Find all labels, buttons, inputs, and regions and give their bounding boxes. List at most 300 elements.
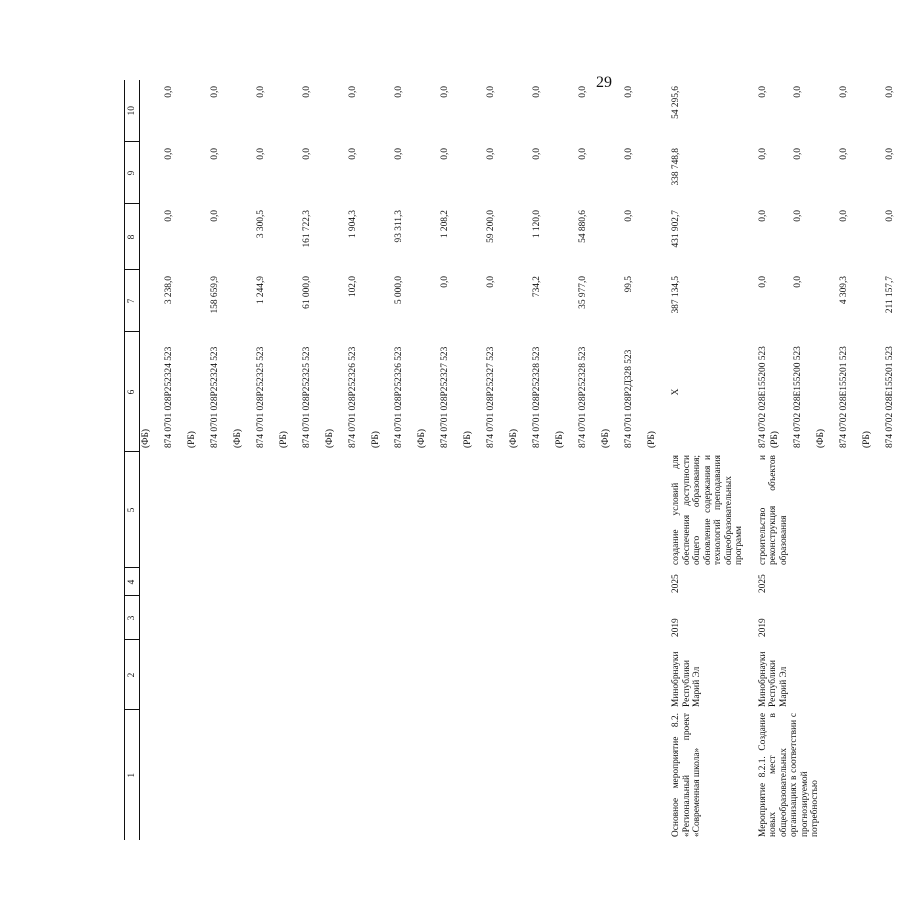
header-row <box>125 80 140 840</box>
value-col-7: 158 659,9 <box>210 276 220 314</box>
value-col-9 <box>186 142 209 204</box>
value-col-8: 59 200,0 <box>486 210 496 243</box>
value-col-9: 0,0 <box>394 148 404 160</box>
empty-cell <box>577 568 600 596</box>
empty-cell <box>439 568 462 596</box>
value-col-10 <box>278 80 301 142</box>
value-col-9: 0,0 <box>348 148 358 160</box>
value-col-9 <box>370 142 393 204</box>
value-col-9: 0,0 <box>839 148 849 160</box>
empty-cell <box>462 452 485 568</box>
budget-code: (РБ) <box>279 431 289 448</box>
budget-table <box>124 80 907 840</box>
empty-cell <box>531 710 554 840</box>
value-col-10 <box>508 80 531 142</box>
budget-code: (ФБ) <box>509 428 519 448</box>
budget-code: 874 0701 028Р2Д328 523 <box>624 349 634 448</box>
empty-cell <box>186 452 209 568</box>
empty-cell <box>623 640 646 710</box>
value-col-7: 35 977,0 <box>578 276 588 309</box>
empty-cell <box>508 568 531 596</box>
empty-cell <box>485 568 508 596</box>
value-col-8: 431 902,7 <box>671 210 681 248</box>
value-col-8 <box>416 204 439 270</box>
empty-cell <box>140 452 164 568</box>
empty-cell <box>485 452 508 568</box>
table-row <box>140 80 164 840</box>
budget-code: (ФБ) <box>601 428 611 448</box>
value-col-7 <box>646 270 669 332</box>
value-col-10: 0,0 <box>532 86 542 98</box>
empty-cell <box>646 568 669 596</box>
empty-cell <box>209 640 232 710</box>
value-col-10 <box>554 80 577 142</box>
empty-cell <box>531 452 554 568</box>
table-row <box>462 80 485 840</box>
empty-cell <box>186 710 209 840</box>
empty-cell <box>577 596 600 640</box>
value-col-8 <box>232 204 255 270</box>
empty-cell <box>577 452 600 568</box>
table-row <box>370 80 393 840</box>
value-col-8: 1 904,3 <box>348 210 358 239</box>
empty-cell <box>232 596 255 640</box>
empty-cell <box>623 710 646 840</box>
value-col-7 <box>861 270 884 332</box>
value-col-7 <box>370 270 393 332</box>
empty-cell <box>370 596 393 640</box>
table-row <box>623 80 646 840</box>
value-col-8 <box>324 204 347 270</box>
empty-cell <box>485 710 508 840</box>
value-col-7: 61 000,0 <box>302 276 312 309</box>
empty-cell <box>370 568 393 596</box>
table-row <box>531 80 554 840</box>
empty-cell <box>255 568 278 596</box>
table-row <box>278 80 301 840</box>
end-year: 2025 <box>671 574 681 593</box>
empty-cell <box>232 710 255 840</box>
empty-cell <box>301 640 324 710</box>
value-col-10: 0,0 <box>394 86 404 98</box>
empty-cell <box>508 710 531 840</box>
budget-code: 874 0702 028Е155200 523 <box>793 346 803 448</box>
table-row <box>347 80 370 840</box>
value-col-7: 0,0 <box>486 276 496 288</box>
value-col-7: 211 157,7 <box>885 276 895 314</box>
value-col-7 <box>815 270 838 332</box>
empty-cell <box>255 710 278 840</box>
value-col-10: 0,0 <box>839 86 849 98</box>
spacer-row <box>746 80 756 840</box>
empty-cell <box>140 710 164 840</box>
empty-cell <box>324 452 347 568</box>
empty-cell <box>416 452 439 568</box>
empty-cell <box>232 640 255 710</box>
value-col-10 <box>861 80 884 142</box>
empty-cell <box>439 640 462 710</box>
value-col-7 <box>462 270 485 332</box>
start-year: 2019 <box>757 618 768 637</box>
value-col-9 <box>140 142 164 204</box>
empty-cell <box>554 568 577 596</box>
empty-cell <box>393 568 416 596</box>
empty-cell <box>278 640 301 710</box>
value-col-8: 0,0 <box>839 210 849 222</box>
value-col-10: 0,0 <box>302 86 312 98</box>
value-col-9: 0,0 <box>532 148 542 160</box>
value-col-10 <box>646 80 669 142</box>
value-col-8 <box>861 204 884 270</box>
budget-code: 874 0701 028Р252325 523 <box>302 346 312 448</box>
empty-cell <box>209 568 232 596</box>
empty-cell <box>347 596 370 640</box>
table-row <box>485 80 508 840</box>
empty-cell <box>462 596 485 640</box>
empty-cell <box>278 596 301 640</box>
empty-cell <box>462 568 485 596</box>
empty-cell <box>462 640 485 710</box>
value-col-7: 0,0 <box>757 276 768 288</box>
header-col-3: 3 <box>125 596 140 640</box>
empty-cell <box>255 596 278 640</box>
value-col-10: 54 295,6 <box>671 86 681 119</box>
value-col-8: 54 880,6 <box>578 210 588 243</box>
expected-result: создание условий для обеспечения доступности общего образования; обновление содержания и технологий преподавания общеобразовательных программ <box>671 455 744 565</box>
empty-cell <box>508 452 531 568</box>
budget-code: (РБ) <box>647 431 657 448</box>
table-row <box>186 80 209 840</box>
value-col-8 <box>600 204 623 270</box>
budget-code: 874 0701 028Р252328 523 <box>578 346 588 448</box>
empty-cell <box>347 452 370 568</box>
empty-cell <box>577 640 600 710</box>
value-col-8: 0,0 <box>164 210 174 222</box>
empty-cell <box>209 452 232 568</box>
value-col-7: 4 309,3 <box>839 276 849 305</box>
empty-cell <box>324 568 347 596</box>
value-col-7 <box>186 270 209 332</box>
value-col-9 <box>769 142 792 204</box>
budget-code: 874 0701 028Р252326 523 <box>394 346 404 448</box>
value-col-9: 338 748,8 <box>671 148 681 186</box>
empty-cell <box>485 596 508 640</box>
budget-code: (РБ) <box>371 431 381 448</box>
header-col-5: 5 <box>125 452 140 568</box>
sub-activity-row <box>756 80 770 840</box>
empty-cell <box>554 452 577 568</box>
value-col-8 <box>370 204 393 270</box>
value-col-10: 0,0 <box>348 86 358 98</box>
value-col-8 <box>186 204 209 270</box>
budget-code: Х <box>671 388 681 396</box>
value-col-7: 99,5 <box>624 276 634 293</box>
empty-cell <box>554 596 577 640</box>
empty-cell <box>600 710 623 840</box>
value-col-7: 734,2 <box>532 276 542 298</box>
empty-cell <box>140 596 164 640</box>
activity-name: Основное мероприятие 8.2. «Региональный проект «Современная школа» <box>671 713 702 837</box>
budget-code: (ФБ) <box>233 428 243 448</box>
empty-cell <box>232 452 255 568</box>
value-col-9 <box>278 142 301 204</box>
budget-code: (ФБ) <box>417 428 427 448</box>
value-col-8: 1 120,0 <box>532 210 542 239</box>
budget-code: 874 0701 028Р252327 523 <box>440 346 450 448</box>
empty-cell <box>531 596 554 640</box>
value-col-8 <box>769 204 792 270</box>
value-col-10 <box>370 80 393 142</box>
table-row <box>439 80 462 840</box>
end-year: 2025 <box>757 574 768 593</box>
header-col-2: 2 <box>125 640 140 710</box>
empty-cell <box>531 640 554 710</box>
empty-cell <box>140 568 164 596</box>
value-col-10: 0,0 <box>885 86 895 98</box>
empty-cell <box>347 568 370 596</box>
value-col-7: 387 134,5 <box>671 276 681 314</box>
value-col-8 <box>140 204 164 270</box>
empty-cell <box>301 568 324 596</box>
executor: Минобрнауки Республики Марий Эл <box>757 651 789 707</box>
table-row <box>646 80 669 840</box>
value-col-10: 0,0 <box>164 86 174 98</box>
table-row <box>393 80 416 840</box>
budget-code: (РБ) <box>862 431 872 448</box>
budget-code: 874 0701 028Р252326 523 <box>348 346 358 448</box>
empty-cell <box>209 710 232 840</box>
value-col-8 <box>462 204 485 270</box>
value-col-10: 0,0 <box>486 86 496 98</box>
table-row <box>416 80 439 840</box>
empty-cell <box>163 640 186 710</box>
budget-code: 874 0701 028Р252328 523 <box>532 346 542 448</box>
empty-cell <box>646 596 669 640</box>
value-col-8: 161 722,3 <box>302 210 312 248</box>
empty-cell <box>140 640 164 710</box>
value-col-9 <box>646 142 669 204</box>
budget-code: 874 0702 028Е155201 523 <box>885 346 895 448</box>
executor: Минобрнауки Республики Марий Эл <box>671 651 702 707</box>
value-col-10: 0,0 <box>757 86 768 98</box>
value-col-9: 0,0 <box>624 148 634 160</box>
empty-cell <box>600 452 623 568</box>
value-col-10 <box>462 80 485 142</box>
header-col-6: 6 <box>125 332 140 452</box>
value-col-8: 0,0 <box>793 210 803 222</box>
budget-code: (ФБ) <box>816 428 826 448</box>
value-col-8: 0,0 <box>210 210 220 222</box>
value-col-9: 0,0 <box>793 148 803 160</box>
empty-cell <box>623 596 646 640</box>
empty-cell <box>439 596 462 640</box>
table-row <box>324 80 347 840</box>
value-col-8 <box>554 204 577 270</box>
value-col-10: 0,0 <box>256 86 266 98</box>
empty-cell <box>646 640 669 710</box>
empty-cell <box>186 640 209 710</box>
empty-cell <box>370 710 393 840</box>
value-col-9: 0,0 <box>757 148 768 160</box>
value-col-9: 0,0 <box>578 148 588 160</box>
value-col-7 <box>232 270 255 332</box>
continuation-rows <box>140 80 670 840</box>
table-row <box>508 80 531 840</box>
value-col-10 <box>815 80 838 142</box>
empty-cell <box>163 452 186 568</box>
value-col-8: 0,0 <box>885 210 895 222</box>
budget-code: (ФБ) <box>325 428 335 448</box>
value-col-7: 0,0 <box>440 276 450 288</box>
value-col-7 <box>769 270 792 332</box>
budget-code: 874 0701 028Р252324 523 <box>164 346 174 448</box>
budget-code: 874 0701 028Р252327 523 <box>486 346 496 448</box>
empty-cell <box>301 710 324 840</box>
value-col-9 <box>861 142 884 204</box>
value-col-9 <box>554 142 577 204</box>
table-row <box>163 80 186 840</box>
value-col-7 <box>324 270 347 332</box>
budget-code: 874 0701 028Р252324 523 <box>210 346 220 448</box>
value-col-8: 3 300,5 <box>256 210 266 239</box>
empty-cell <box>324 640 347 710</box>
budget-code: 874 0702 028Е155201 523 <box>839 346 849 448</box>
empty-cell <box>623 568 646 596</box>
empty-cell <box>393 640 416 710</box>
value-col-9: 0,0 <box>164 148 174 160</box>
budget-code: 874 0701 028Р252325 523 <box>256 346 266 448</box>
header-col-1: 1 <box>125 710 140 840</box>
empty-cell <box>485 640 508 710</box>
empty-cell <box>508 640 531 710</box>
start-year: 2019 <box>671 618 681 637</box>
table-row <box>577 80 600 840</box>
value-col-10: 0,0 <box>793 86 803 98</box>
empty-cell <box>347 640 370 710</box>
empty-cell <box>278 710 301 840</box>
budget-code: (РБ) <box>463 431 473 448</box>
value-col-10 <box>324 80 347 142</box>
table-row <box>554 80 577 840</box>
empty-cell <box>439 452 462 568</box>
value-col-10 <box>186 80 209 142</box>
value-col-9 <box>508 142 531 204</box>
value-col-7: 3 238,0 <box>164 276 174 305</box>
value-col-10 <box>769 80 792 142</box>
empty-cell <box>393 710 416 840</box>
empty-cell <box>554 640 577 710</box>
value-col-9: 0,0 <box>210 148 220 160</box>
empty-cell <box>186 596 209 640</box>
empty-cell <box>554 710 577 840</box>
value-col-10 <box>600 80 623 142</box>
page-number: 29 <box>596 74 612 91</box>
budget-code: (РБ) <box>187 431 197 448</box>
empty-cell <box>232 568 255 596</box>
value-col-8 <box>278 204 301 270</box>
empty-cell <box>163 596 186 640</box>
value-col-8 <box>508 204 531 270</box>
header-col-9: 9 <box>125 142 140 204</box>
table-row <box>232 80 255 840</box>
empty-cell <box>416 596 439 640</box>
empty-cell <box>163 710 186 840</box>
value-col-9 <box>600 142 623 204</box>
empty-cell <box>186 568 209 596</box>
value-col-10 <box>232 80 255 142</box>
value-col-9 <box>232 142 255 204</box>
value-col-7: 5 000,0 <box>394 276 404 305</box>
value-col-8: 0,0 <box>757 210 768 222</box>
value-col-10: 0,0 <box>210 86 220 98</box>
value-col-10 <box>140 80 164 142</box>
header-col-10: 10 <box>125 80 140 142</box>
budget-code: (ФБ) <box>141 428 151 448</box>
value-col-9: 0,0 <box>486 148 496 160</box>
expected-result: строительство и реконструкция объектов образования <box>757 455 789 565</box>
value-col-9 <box>416 142 439 204</box>
budget-code: 874 0702 028Е155200 523 <box>757 346 768 448</box>
main-activity-rows <box>669 80 756 840</box>
value-col-7 <box>554 270 577 332</box>
empty-cell <box>301 596 324 640</box>
empty-cell <box>370 640 393 710</box>
value-col-7 <box>508 270 531 332</box>
value-col-7: 0,0 <box>793 276 803 288</box>
empty-cell <box>301 452 324 568</box>
empty-cell <box>416 568 439 596</box>
value-col-9 <box>324 142 347 204</box>
value-col-10: 0,0 <box>578 86 588 98</box>
budget-code: (РБ) <box>555 431 565 448</box>
value-col-8: 93 311,3 <box>394 210 404 243</box>
table-row <box>301 80 324 840</box>
empty-cell <box>646 452 669 568</box>
empty-cell <box>416 710 439 840</box>
empty-cell <box>255 640 278 710</box>
empty-cell <box>600 640 623 710</box>
value-col-7 <box>600 270 623 332</box>
main-activity-row <box>669 80 746 840</box>
empty-cell <box>393 596 416 640</box>
budget-code: (РБ) <box>770 431 780 448</box>
value-col-8: 0,0 <box>624 210 634 222</box>
table-row <box>600 80 623 840</box>
value-col-7 <box>278 270 301 332</box>
empty-cell <box>209 596 232 640</box>
value-col-8 <box>815 204 838 270</box>
empty-cell <box>577 710 600 840</box>
table-row <box>209 80 232 840</box>
header-col-4: 4 <box>125 568 140 596</box>
value-col-9: 0,0 <box>440 148 450 160</box>
value-col-10: 0,0 <box>440 86 450 98</box>
sub-activity-rows <box>756 80 907 840</box>
empty-cell <box>600 596 623 640</box>
header-col-7: 7 <box>125 270 140 332</box>
value-col-8: 1 208,2 <box>440 210 450 239</box>
value-col-9 <box>462 142 485 204</box>
activity-name: Мероприятие 8.2.1. Создание новых мест в общеобразовательных организациях в соответствии с прогнозируемой потребностью <box>757 713 820 837</box>
value-col-9: 0,0 <box>302 148 312 160</box>
empty-cell <box>416 640 439 710</box>
value-col-7: 1 244,9 <box>256 276 266 305</box>
table-row <box>255 80 278 840</box>
empty-cell <box>255 452 278 568</box>
empty-cell <box>508 596 531 640</box>
header-col-8: 8 <box>125 204 140 270</box>
value-col-7 <box>140 270 164 332</box>
